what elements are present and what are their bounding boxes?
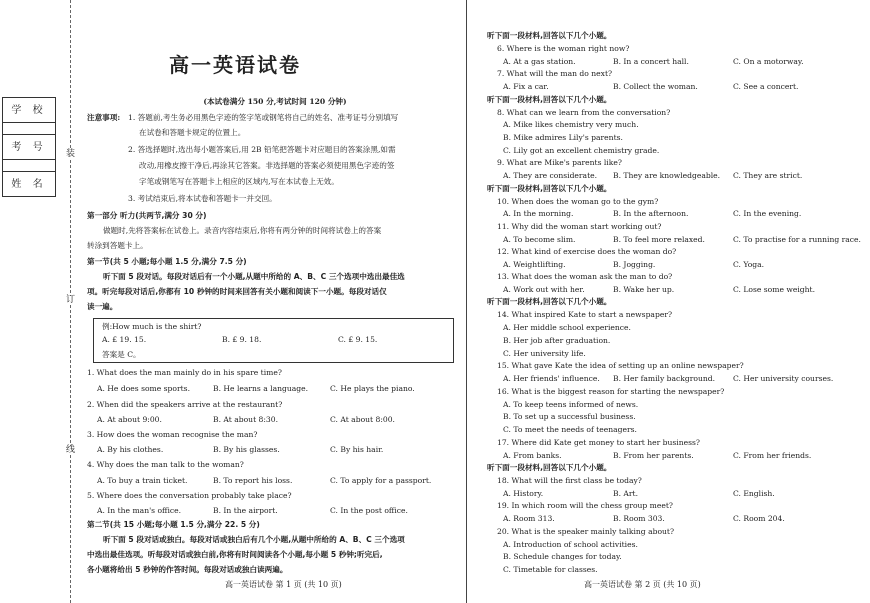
q3-option-c[interactable]: C. By his hair. bbox=[330, 445, 384, 454]
q9-option-b[interactable]: B. They are knowledgeable. bbox=[613, 171, 721, 180]
q4-option-c[interactable]: C. To apply for a passport. bbox=[330, 476, 432, 485]
q11-option-a[interactable]: A. To become slim. bbox=[503, 235, 576, 244]
q20-option-a[interactable]: A. Introduction of school activities. bbox=[503, 540, 638, 549]
question-17: 17. Where did Kate get money to start her business? bbox=[497, 438, 700, 447]
material-header-6: 听下面一段材料,回答以下几个小题。 bbox=[487, 31, 612, 40]
binding-char-ding: 订 bbox=[66, 295, 76, 305]
q2-option-a[interactable]: A. At about 9:00. bbox=[97, 415, 162, 424]
q16-option-b[interactable]: B. To set up a successful business. bbox=[503, 412, 636, 421]
q12-option-a[interactable]: A. Weightlifting. bbox=[503, 260, 566, 269]
question-3: 3. How does the woman recognise the man? bbox=[87, 430, 258, 439]
q1-option-a[interactable]: A. He does some sports. bbox=[97, 384, 190, 393]
material-header-8: 听下面一段材料,回答以下几个小题。 bbox=[487, 95, 612, 104]
material-header-18: 听下面一段材料,回答以下几个小题。 bbox=[487, 463, 612, 472]
section1-intro-a: 听下面 5 段对话。每段对话后有一个小题,从题中所给的 A、B、C 三个选项中选出最佳选 bbox=[103, 272, 405, 281]
question-5: 5. Where does the conversation probably take place? bbox=[87, 491, 292, 500]
q14-option-b[interactable]: B. Her job after graduation. bbox=[503, 336, 611, 345]
notice-3: 3. 考试结束后,将本试卷和答题卡一并交回。 bbox=[128, 194, 277, 203]
question-19: 19. In which room will the chess group meet? bbox=[497, 501, 673, 510]
question-10: 10. When does the woman go to the gym? bbox=[497, 197, 659, 206]
q4-option-a[interactable]: A. To buy a train ticket. bbox=[97, 476, 188, 485]
notice-2b: 改动,用橡皮擦干净后,再涂其它答案。非选择题的答案必须使用黑色字迹的签 bbox=[139, 161, 395, 170]
q1-option-b[interactable]: B. He learns a language. bbox=[213, 384, 309, 393]
q6-option-b[interactable]: B. In a concert hall. bbox=[613, 57, 689, 66]
school-blank[interactable] bbox=[3, 123, 55, 135]
section1-intro-b: 项。听完每段对话后,你都有 10 秒钟的时间来回答有关小题和阅读下一小题。每段对话仅 bbox=[87, 287, 387, 296]
example-answer: 答案是 C。 bbox=[102, 349, 141, 359]
part1-heading: 第一部分 听力(共两节,满分 30 分) bbox=[87, 211, 207, 220]
part1-intro-a: 做题时,先将答案标在试卷上。录音内容结束后,你将有两分钟的时间将试卷上的答案 bbox=[103, 226, 382, 235]
student-info-box bbox=[2, 97, 56, 197]
section2-heading: 第二节(共 15 小题;每小题 1.5 分,满分 22. 5 分) bbox=[87, 520, 260, 529]
material-header-10: 听下面一段材料,回答以下几个小题。 bbox=[487, 184, 612, 193]
question-4: 4. Why does the man talk to the woman? bbox=[87, 460, 244, 469]
section2-intro-a: 听下面 5 段对话或独白。每段对话或独白后有几个小题,从题中所给的 A、B、C 三个选项 bbox=[103, 535, 405, 544]
binding-char-zhuang: 装 bbox=[66, 149, 76, 159]
q20-option-c[interactable]: C. Timetable for classes. bbox=[503, 565, 598, 574]
q19-option-c[interactable]: C. Room 204. bbox=[733, 514, 785, 523]
q2-option-c[interactable]: C. At about 8:00. bbox=[330, 415, 395, 424]
q13-option-c[interactable]: C. Lose some weight. bbox=[733, 285, 816, 294]
q12-option-c[interactable]: C. Yoga. bbox=[733, 260, 765, 269]
q14-option-a[interactable]: A. Her middle school experience. bbox=[503, 323, 631, 332]
exam-info: (本试卷满分 150 分,考试时间 120 分钟) bbox=[203, 97, 347, 106]
q10-option-a[interactable]: A. In the morning. bbox=[503, 209, 574, 218]
q3-option-a[interactable]: A. By his clothes. bbox=[97, 445, 164, 454]
question-1: 1. What does the man mainly do in his spare time? bbox=[87, 368, 282, 377]
q6-option-c[interactable]: C. On a motorway. bbox=[733, 57, 804, 66]
q19-option-a[interactable]: A. Room 313. bbox=[503, 514, 555, 523]
q9-option-c[interactable]: C. They are strict. bbox=[733, 171, 803, 180]
binding-char-xian: 线 bbox=[66, 445, 76, 455]
q20-option-b[interactable]: B. Schedule changes for today. bbox=[503, 552, 622, 561]
q17-option-b[interactable]: B. From her parents. bbox=[613, 451, 694, 460]
page-1-footer: 高一英语试卷 第 1 页 (共 10 页) bbox=[225, 580, 342, 589]
q16-option-a[interactable]: A. To keep teens informed of news. bbox=[503, 400, 639, 409]
school-label: 学 校 bbox=[3, 98, 55, 123]
question-14: 14. What inspired Kate to start a newspaper? bbox=[497, 310, 673, 319]
section1-heading: 第一节(共 5 小题;每小题 1.5 分,满分 7.5 分) bbox=[87, 257, 247, 266]
q18-option-c[interactable]: C. English. bbox=[733, 489, 775, 498]
question-11: 11. Why did the woman start working out? bbox=[497, 222, 662, 231]
q18-option-a[interactable]: A. History. bbox=[503, 489, 544, 498]
question-12: 12. What kind of exercise does the woman do? bbox=[497, 247, 677, 256]
example-question: 例:How much is the shirt? bbox=[102, 322, 202, 331]
q5-option-c[interactable]: C. In the post office. bbox=[330, 506, 408, 515]
q6-option-a[interactable]: A. At a gas station. bbox=[503, 57, 576, 66]
q4-option-b[interactable]: B. To report his loss. bbox=[213, 476, 293, 485]
section2-intro-b: 中选出最佳选项。听每段对话或独白前,你将有时间阅读各个小题,每小题 5 秒钟;听完后, bbox=[87, 550, 383, 559]
q7-option-b[interactable]: B. Collect the woman. bbox=[613, 82, 698, 91]
section1-intro-c: 读一遍。 bbox=[87, 302, 118, 311]
q13-option-a[interactable]: A. Work out with her. bbox=[503, 285, 585, 294]
q5-option-a[interactable]: A. In the man's office. bbox=[97, 506, 182, 515]
example-option-a: A. £ 19. 15. bbox=[102, 334, 147, 344]
question-8: 8. What can we learn from the conversation? bbox=[497, 108, 671, 117]
q8-option-c[interactable]: C. Lily got an excellent chemistry grade. bbox=[503, 146, 660, 155]
number-label: 考 号 bbox=[3, 135, 55, 160]
question-18: 18. What will the first class be today? bbox=[497, 476, 642, 485]
q7-option-c[interactable]: C. See a concert. bbox=[733, 82, 799, 91]
q11-option-c[interactable]: C. To practise for a running race. bbox=[733, 235, 861, 244]
page-title: 高一英语试卷 bbox=[169, 53, 301, 77]
q10-option-c[interactable]: C. In the evening. bbox=[733, 209, 802, 218]
question-20: 20. What is the speaker mainly talking about? bbox=[497, 527, 675, 536]
q7-option-a[interactable]: A. Fix a car. bbox=[503, 82, 549, 91]
example-option-b: B. £ 9. 18. bbox=[222, 334, 262, 344]
page-2-footer: 高一英语试卷 第 2 页 (共 10 页) bbox=[584, 580, 701, 589]
q9-option-a[interactable]: A. They are considerate. bbox=[503, 171, 598, 180]
number-blank[interactable] bbox=[3, 160, 55, 172]
name-label: 姓 名 bbox=[3, 172, 55, 197]
q5-option-b[interactable]: B. In the airport. bbox=[213, 506, 278, 515]
q17-option-c[interactable]: C. From her friends. bbox=[733, 451, 812, 460]
section2-intro-c: 各小题将给出 5 秒钟的作答时间。每段对话或独白读两遍。 bbox=[87, 565, 288, 574]
q8-option-a[interactable]: A. Mike likes chemistry very much. bbox=[503, 120, 639, 129]
question-16: 16. What is the biggest reason for starting the newspaper? bbox=[497, 387, 725, 396]
notice-2c: 字笔或钢笔写在答题卡上相应的区域内,写在本试卷上无效。 bbox=[139, 177, 339, 186]
question-7: 7. What will the man do next? bbox=[497, 69, 613, 78]
page-divider bbox=[466, 0, 467, 603]
q1-option-c[interactable]: C. He plays the piano. bbox=[330, 384, 415, 393]
q12-option-b[interactable]: B. Jogging. bbox=[613, 260, 656, 269]
q16-option-c[interactable]: C. To meet the needs of teenagers. bbox=[503, 425, 637, 434]
q13-option-b[interactable]: B. Wake her up. bbox=[613, 285, 675, 294]
q17-option-a[interactable]: A. From banks. bbox=[503, 451, 562, 460]
q15-option-b[interactable]: B. Her family background. bbox=[613, 374, 716, 383]
example-option-c: C. £ 9. 15. bbox=[338, 334, 378, 344]
question-2: 2. When did the speakers arrive at the restaurant? bbox=[87, 400, 283, 409]
material-header-14: 听下面一段材料,回答以下几个小题。 bbox=[487, 297, 612, 306]
example-box bbox=[93, 318, 454, 363]
q8-option-b[interactable]: B. Mike admires Lily's parents. bbox=[503, 133, 623, 142]
question-9: 9. What are Mike's parents like? bbox=[497, 158, 622, 167]
q2-option-b[interactable]: B. At about 8:30. bbox=[213, 415, 279, 424]
question-6: 6. Where is the woman right now? bbox=[497, 44, 630, 53]
notice-1b: 在试卷和答题卡规定的位置上。 bbox=[139, 128, 246, 137]
question-13: 13. What does the woman ask the man to do? bbox=[497, 272, 673, 281]
question-15: 15. What gave Kate the idea of setting up an online newspaper? bbox=[497, 361, 744, 370]
notice-label: 注意事项: bbox=[87, 113, 121, 122]
q15-option-a[interactable]: A. Her friends' influence. bbox=[503, 374, 600, 383]
q10-option-b[interactable]: B. In the afternoon. bbox=[613, 209, 689, 218]
q15-option-c[interactable]: C. Her university courses. bbox=[733, 374, 834, 383]
q19-option-b[interactable]: B. Room 303. bbox=[613, 514, 665, 523]
part1-intro-b: 转涂到答题卡上。 bbox=[87, 241, 148, 250]
q3-option-b[interactable]: B. By his glasses. bbox=[213, 445, 280, 454]
q18-option-b[interactable]: B. Art. bbox=[613, 489, 638, 498]
q14-option-c[interactable]: C. Her university life. bbox=[503, 349, 586, 358]
notice-1a: 1. 答题前,考生务必用黑色字迹的签字笔或钢笔将自己的姓名、准考证号分别填写 bbox=[128, 113, 399, 122]
q11-option-b[interactable]: B. To feel more relaxed. bbox=[613, 235, 705, 244]
notice-2a: 2. 答选择题时,选出每小题答案后,用 2B 铅笔把答题卡对应题目的答案涂黑,如需 bbox=[128, 145, 396, 154]
